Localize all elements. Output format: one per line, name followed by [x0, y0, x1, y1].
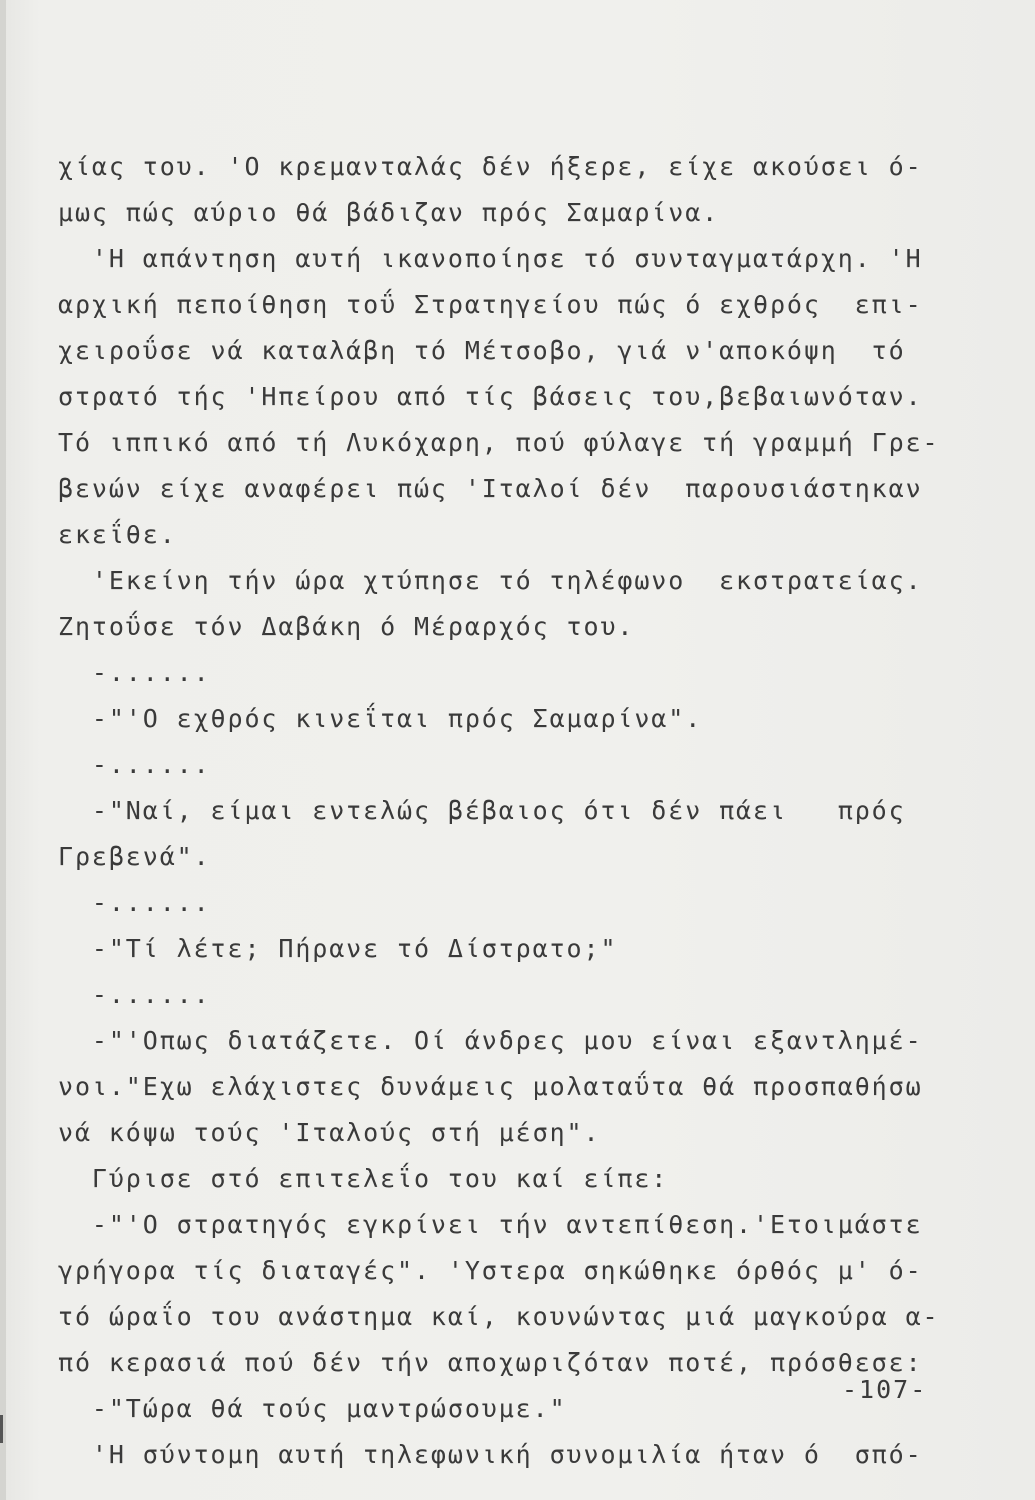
text-line: -"Τί λέτε; Πήρανε τό Δίστρατο;" [58, 934, 618, 963]
text-line: γρήγορα τίς διαταγές". 'Υστερα σηκώθηκε όρθός μ' ό- [58, 1256, 923, 1285]
text-line: στρατό τής 'Ηπείρου από τίς βάσεις του,βεβαιωνόταν. [58, 382, 923, 411]
text-line: εκεΐθε. [58, 520, 177, 549]
text-line: Τό ιππικό από τή Λυκόχαρη, πού φύλαγε τή γραμμή Γρε- [58, 428, 940, 457]
text-line: 'Εκείνη τήν ώρα χτύπησε τό τηλέφωνο εκστρατείας. [58, 566, 923, 595]
text-line: 'Η απάντηση αυτή ικανοποίησε τό συνταγματάρχη. 'Η [58, 244, 923, 273]
text-line: -...... [58, 980, 211, 1009]
text-line: νοι."Εχω ελάχιστες δυνάμεις μολαταΰτα θά προσπαθήσω [58, 1072, 923, 1101]
text-line: -"'Οπως διατάζετε. Οί άνδρες μου είναι εξαντλημέ- [58, 1026, 923, 1055]
text-line: -...... [58, 658, 211, 687]
text-line: πό κερασιά πού δέν τήν αποχωριζόταν ποτέ, πρόσθεσε: [58, 1348, 923, 1377]
binding-mark [0, 1415, 3, 1443]
text-line: -"Ναί, είμαι εντελώς βέβαιος ότι δέν πάει πρός [58, 796, 906, 825]
text-line: αρχική πεποίθηση τοΰ Στρατηγείου πώς ό εχθρός επι- [58, 290, 923, 319]
text-line: χίας του. 'Ο κρεμανταλάς δέν ήξερε, είχε ακούσει ό- [58, 152, 923, 181]
text-line: Γύρισε στό επιτελεΐο του καί είπε: [58, 1164, 669, 1193]
page-binding-edge [0, 0, 6, 1500]
text-line: -...... [58, 888, 211, 917]
text-line: μως πώς αύριο θά βάδιζαν πρός Σαμαρίνα. [58, 198, 720, 227]
text-line: -"'Ο στρατηγός εγκρίνει τήν αντεπίθεση.'Ετοιμάστε [58, 1210, 923, 1239]
text-line: τό ώραΐο του ανάστημα καί, κουνώντας μιά μαγκούρα α- [58, 1302, 940, 1331]
text-line: -"'Ο εχθρός κινεΐται πρός Σαμαρίνα". [58, 704, 703, 733]
text-line: Ζητοΰσε τόν Δαβάκη ό Μέραρχός του. [58, 612, 635, 641]
text-line: -"Τώρα θά τούς μαντρώσουμε." [58, 1394, 567, 1423]
text-line: χειροΰσε νά καταλάβη τό Μέτσοβο, γιά ν'αποκόψη τό [58, 336, 906, 365]
text-line: Γρεβενά". [58, 842, 211, 871]
page-number: -107- [842, 1375, 928, 1404]
text-line: 'Η σύντομη αυτή τηλεφωνική συνομιλία ήταν ό σπό- [58, 1440, 923, 1469]
text-line: βενών είχε αναφέρει πώς 'Ιταλοί δέν παρουσιάστηκαν [58, 474, 923, 503]
text-line: -...... [58, 750, 211, 779]
text-line: νά κόψω τούς 'Ιταλούς στή μέση". [58, 1118, 601, 1147]
